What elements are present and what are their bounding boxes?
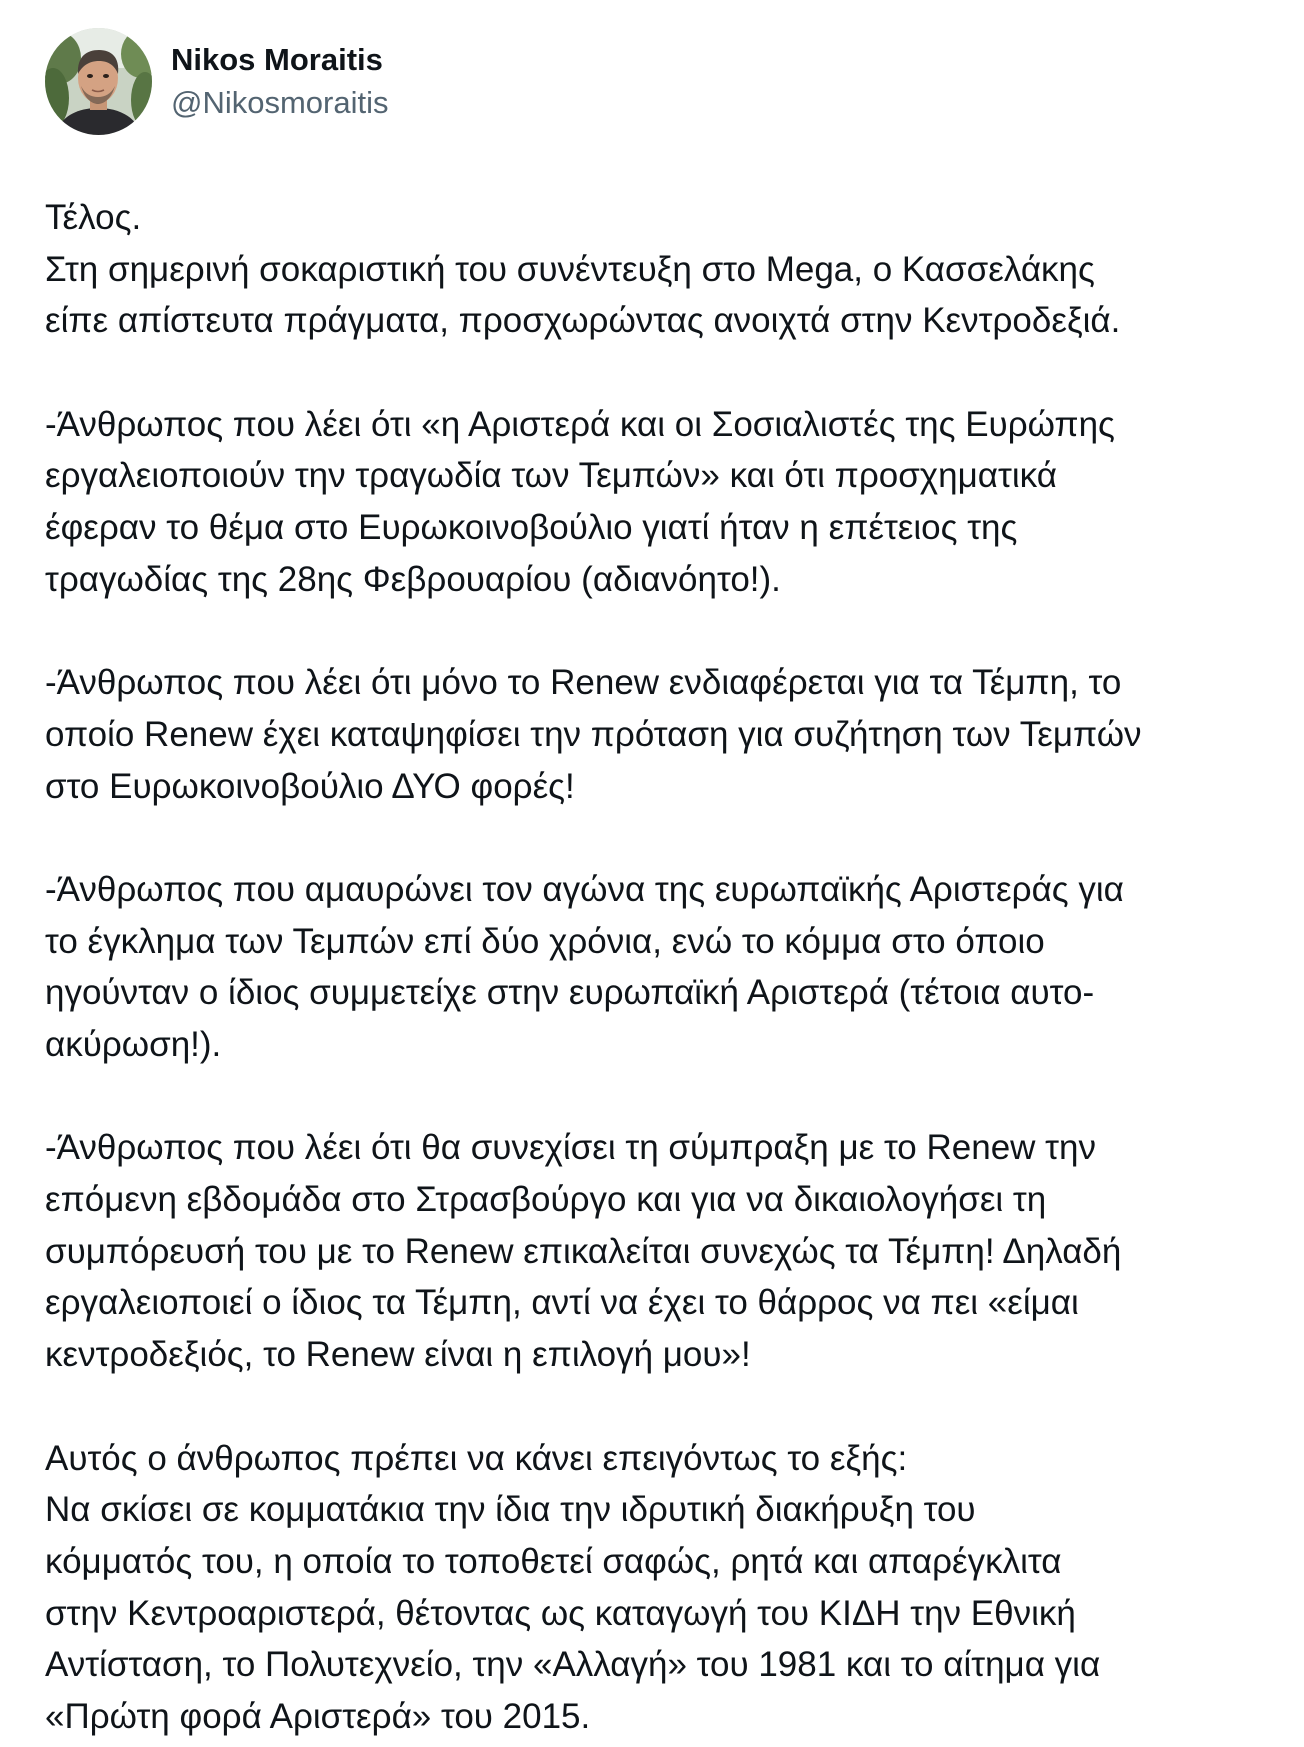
- text-line: -Άνθρωπος που λέει ότι μόνο το Renew ενδιαφέρεται για τα Τέμπη, το: [45, 663, 1122, 703]
- text-line: -Άνθρωπος που αμαυρώνει τον αγώνα της ευρωπαϊκής Αριστεράς για: [45, 869, 1124, 909]
- text-line: Να σκίσει σε κομματάκια την ίδια την ιδρυτική διακήρυξη του: [45, 1490, 976, 1530]
- post-text: [45, 192, 1285, 1743]
- text-line: -Άνθρωπος που λέει ότι θα συνεχίσει τη σύμπραξη με το Renew την: [45, 1128, 1096, 1168]
- text-line: επόμενη εβδομάδα στο Στρασβούργο και για να δικαιολογήσει τη: [45, 1180, 1047, 1220]
- paragraph: [45, 192, 1285, 347]
- text-line: τραγωδίας της 28ης Φεβρουαρίου (αδιανόητο!).: [45, 559, 781, 599]
- text-line: Στη σημερινή σοκαριστική του συνέντευξη στο Mega, ο Κασσελάκης: [45, 249, 1095, 289]
- paragraph: [45, 1122, 1285, 1380]
- paragraph: [45, 657, 1285, 812]
- author-handle[interactable]: @Nikosmoraitis: [171, 85, 389, 120]
- paragraph: [45, 399, 1285, 606]
- text-line: εργαλειοποιεί ο ίδιος τα Τέμπη, αντί να έχει το θάρρος να πει «είμαι: [45, 1283, 1079, 1323]
- text-line: -Άνθρωπος που λέει ότι «η Αριστερά και οι Σοσιαλιστές της Ευρώπης: [45, 404, 1115, 444]
- text-line: έφεραν το θέμα στο Ευρωκοινοβούλιο γιατί ήταν η επέτειος της: [45, 508, 1018, 548]
- text-line: συμπόρευσή του με το Renew επικαλείται συνεχώς τα Τέμπη! Δηλαδή: [45, 1231, 1122, 1271]
- text-line: οποίο Renew έχει καταψηφίσει την πρόταση για συζήτηση των Τεμπών: [45, 714, 1142, 754]
- text-line: Τέλος.: [45, 198, 142, 237]
- text-line: στην Κεντροαριστερά, θέτοντας ως καταγωγή του ΚΙΔΗ την Εθνική: [45, 1593, 1076, 1633]
- text-line: εργαλειοποιούν την τραγωδία των Τεμπών» και ότι προσχηματικά: [45, 456, 1057, 496]
- avatar[interactable]: [45, 28, 152, 135]
- text-line: κεντροδεξιός, το Renew είναι η επιλογή μου»!: [45, 1335, 751, 1375]
- paragraph: [45, 1433, 1285, 1743]
- text-line: κόμματός του, η οποία το τοποθετεί σαφώς, ρητά και απαρέγκλιτα: [45, 1541, 1062, 1581]
- text-line: το έγκλημα των Τεμπών επί δύο χρόνια, ενώ το κόμμα στο όποιο: [45, 921, 1045, 961]
- text-line: στο Ευρωκοινοβούλιο ΔΥΟ φορές!: [45, 766, 575, 806]
- text-line: ακύρωση!).: [45, 1025, 222, 1064]
- text-line: Αντίσταση, το Πολυτεχνείο, την «Αλλαγή» του 1981 και το αίτημα για: [45, 1645, 1101, 1685]
- text-line: ηγούνταν ο ίδιος συμμετείχε στην ευρωπαϊκή Αριστερά (τέτοια αυτο-: [45, 973, 1095, 1013]
- text-line: Αυτός ο άνθρωπος πρέπει να κάνει επειγόντως το εξής:: [45, 1438, 908, 1478]
- paragraph: [45, 864, 1285, 1071]
- text-line: είπε απίστευτα πράγματα, προσχωρώντας ανοιχτά στην Κεντροδεξιά.: [45, 301, 1121, 341]
- author-name[interactable]: Nikos Moraitis: [171, 42, 383, 77]
- text-line: «Πρώτη φορά Αριστερά» του 2015.: [45, 1696, 591, 1736]
